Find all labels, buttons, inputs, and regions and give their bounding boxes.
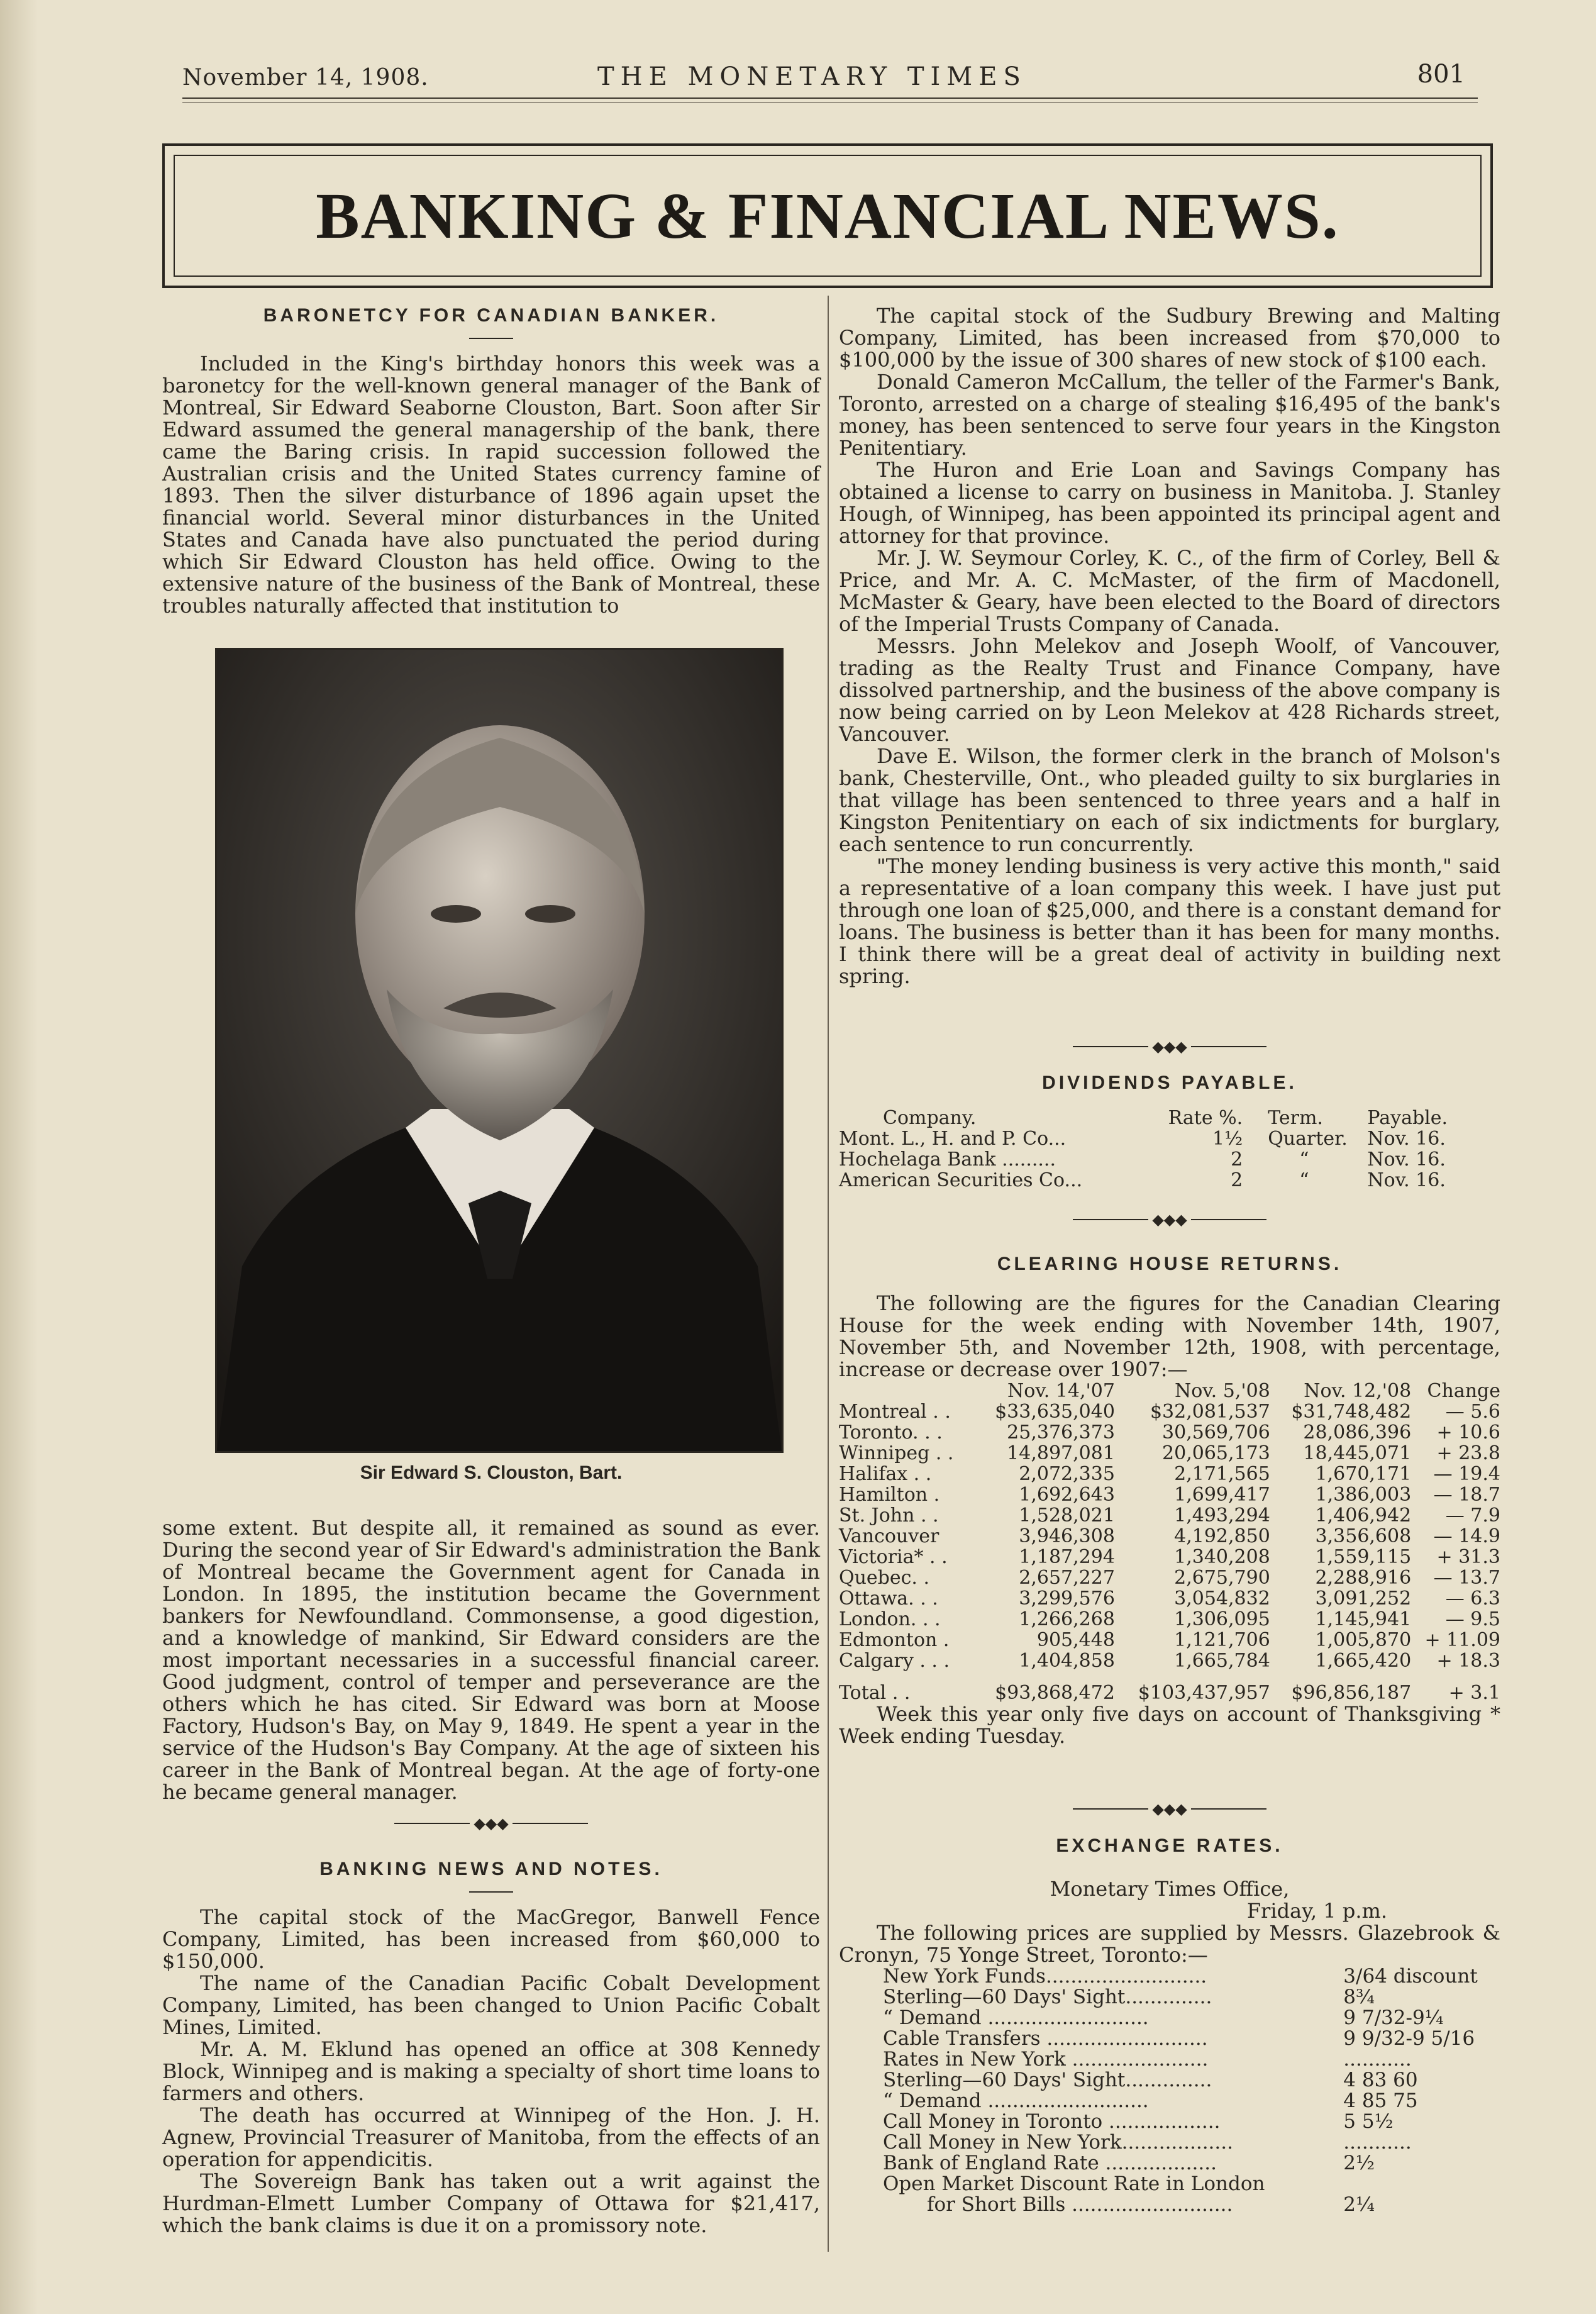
table-cell: 905,448	[1036, 1629, 1115, 1651]
page-number: 801	[1417, 60, 1465, 89]
column-header: Nov. 12,'08	[1304, 1380, 1412, 1402]
news-item: The death has occurred at Winnipeg of the Hon. J. H. Agnew, Provincial Treasurer of Manitoba, from the effects of an operation for appendicitis.	[162, 2103, 820, 2171]
rate-value: 9 9/32-9 5/16	[1343, 2027, 1475, 2050]
table-cell: Montreal . .	[839, 1401, 951, 1423]
header-rule	[182, 97, 1478, 103]
news-item: The Huron and Erie Loan and Savings Company has obtained a license to carry on business in Manitoba. J. Stanley Hough, of Winnipeg, has been appointed its principal agent and attorney for that province.	[839, 458, 1500, 548]
table-cell: 2,171,565	[1174, 1463, 1270, 1485]
table-row	[839, 1547, 1500, 1567]
table-cell: Toronto. . .	[839, 1421, 943, 1443]
table-cell: 1,340,208	[1174, 1546, 1270, 1568]
table-cell: St. John . .	[839, 1505, 939, 1527]
clearing-note: Week this year only five days on account of Thanksgiving * Week ending Tuesday.	[839, 1702, 1500, 1748]
table-row	[839, 1966, 1500, 1987]
clearing-house-section	[839, 1254, 1500, 1747]
table-row	[839, 1464, 1500, 1484]
clearing-table	[839, 1381, 1500, 1703]
dividends-heading: DIVIDENDS PAYABLE.	[1042, 1072, 1297, 1093]
table-cell: 3,356,608	[1315, 1525, 1412, 1547]
table-row	[839, 1422, 1500, 1443]
table-row	[839, 1149, 1468, 1170]
rate-label: Call Money in New York..................	[883, 2131, 1233, 2154]
table-cell: 1,692,643	[1019, 1484, 1115, 1506]
table-cell: 1,145,941	[1315, 1608, 1412, 1630]
column-header: Company.	[883, 1107, 977, 1129]
table-cell: 1,386,003	[1315, 1484, 1412, 1506]
table-row	[839, 1987, 1500, 2008]
rate-value: 9 7/32-9¼	[1343, 2006, 1444, 2029]
table-cell: Mont. L., H. and P. Co...	[839, 1128, 1067, 1150]
table-cell: + 23.8	[1436, 1442, 1500, 1464]
issue-date: November 14, 1908.	[182, 65, 429, 91]
rate-value: 4 83 60	[1343, 2069, 1418, 2091]
rate-label: for Short Bills ..........................	[927, 2193, 1233, 2216]
table-cell: London. . .	[839, 1608, 941, 1630]
table-cell: 2,072,335	[1019, 1463, 1115, 1485]
table-cell: Victoria* . .	[839, 1546, 948, 1568]
table-cell: 1,404,858	[1019, 1650, 1115, 1672]
running-header	[182, 60, 1478, 97]
rate-label: Call Money in Toronto ..................	[883, 2110, 1221, 2133]
table-cell: 2,288,916	[1315, 1567, 1412, 1589]
table-cell: 2,657,227	[1019, 1567, 1115, 1589]
table-cell: Hamilton .	[839, 1484, 940, 1506]
table-cell: 1½	[1212, 1128, 1243, 1150]
table-cell: $33,635,040	[995, 1401, 1115, 1423]
divider-ornament-1: ◆◆◆	[162, 1815, 820, 1832]
banking-news-heading: BANKING NEWS AND NOTES.	[319, 1859, 663, 1879]
table-cell: 1,665,420	[1315, 1650, 1412, 1672]
rate-label: Rates in New York ......................	[883, 2048, 1209, 2071]
news-item: Dave E. Wilson, the former clerk in the branch of Molson's bank, Chesterville, Ont., who pleaded guilty to six burglaries in that village has been sentenced to three years and a half in Kingston Penitentiary on each of six indictments for burglary, each sentence to run concurrently.	[839, 744, 1500, 856]
rate-value: 5 5½	[1343, 2110, 1394, 2133]
column-rule	[828, 296, 829, 2252]
table-cell: + 31.3	[1436, 1546, 1500, 1568]
news-item: Donald Cameron McCallum, the teller of the Farmer's Bank, Toronto, arrested on a charge of stealing $16,495 of the bank's money, has been sentenced to serve four years in the Kingston Penitentiary.	[839, 370, 1500, 460]
table-cell: 3,091,252	[1315, 1588, 1412, 1610]
table-cell: $31,748,482	[1291, 1401, 1412, 1423]
table-cell: Quarter.	[1268, 1128, 1348, 1150]
table-row	[839, 2028, 1500, 2049]
table-row	[839, 1567, 1500, 1588]
table-row	[839, 1505, 1500, 1526]
dividends-table	[839, 1108, 1468, 1191]
table-cell: — 7.9	[1445, 1505, 1500, 1527]
table-cell: 1,699,417	[1174, 1484, 1270, 1506]
table-cell: Hochelaga Bank .........	[839, 1149, 1056, 1171]
baronetcy-para-1: Included in the King's birthday honors this week was a baronetcy for the well-known general manager of the Bank of Montreal, Sir Edward Seaborne Clouston, Bart. Soon after Sir Edward assumed the general managership of the bank, there came the Baring crisis. In rapid succession followed the Australian crisis and the United States currency famine of 1893. Then the silver disturbance of 1896 again upset the financial world. Several minor disturbances in the United States and Canada have also punctuated the period during which Sir Edward Clouston has held office. Owing to the extensive nature of the business of the Bank of Montreal, these troubles naturally affected that institution to	[162, 352, 820, 618]
publication-title: THE MONETARY TIMES	[597, 62, 1027, 91]
banking-news-continued	[839, 305, 1500, 987]
baronetcy-continued	[162, 1517, 820, 1803]
total-row	[839, 1683, 1500, 1703]
table-cell: “	[1299, 1149, 1309, 1171]
exchange-intro: The following prices are supplied by Messrs. Glazebrook & Cronyn, 75 Yonge Street, Toronto:—	[839, 1921, 1500, 1967]
table-cell: $96,856,187	[1291, 1682, 1412, 1704]
rate-label: Open Market Discount Rate in London	[883, 2172, 1265, 2195]
table-cell: Nov. 16.	[1367, 1169, 1446, 1191]
table-row	[839, 2174, 1500, 2194]
divider-ornament-4: ◆◆◆	[839, 1800, 1500, 1818]
table-cell: 3,299,576	[1019, 1588, 1115, 1610]
table-row	[839, 2070, 1500, 2091]
spacer-row	[839, 1671, 1500, 1683]
table-cell: 2,675,790	[1174, 1567, 1270, 1589]
table-cell: — 18.7	[1433, 1484, 1500, 1506]
table-row	[839, 1128, 1468, 1149]
rate-label: New York Funds..........................	[883, 1965, 1207, 1988]
exchange-heading: EXCHANGE RATES.	[1056, 1835, 1283, 1856]
dividends-section	[839, 1072, 1500, 1191]
table-cell: 2	[1231, 1149, 1243, 1171]
rate-label: Cable Transfers ..........................	[883, 2027, 1208, 2050]
column-header: Rate %.	[1168, 1107, 1243, 1129]
news-item: The Sovereign Bank has taken out a writ against the Hurdman-Elmett Lumber Company of Ottawa for $21,417, which the bank claims is due it on a promissory note.	[162, 2169, 820, 2237]
table-cell: 3,054,832	[1174, 1588, 1270, 1610]
table-cell: 1,266,268	[1019, 1608, 1115, 1630]
table-cell: American Securities Co...	[839, 1169, 1083, 1191]
table-cell: 28,086,396	[1303, 1421, 1412, 1443]
table-cell: “	[1299, 1169, 1309, 1191]
news-item: Mr. A. M. Eklund has opened an office at 308 Kennedy Block, Winnipeg and is making a specialty of short time loans to farmers and others.	[162, 2037, 820, 2105]
banner-title: BANKING & FINANCIAL NEWS.	[316, 179, 1339, 252]
table-cell: Nov. 16.	[1367, 1149, 1446, 1171]
table-row	[839, 1401, 1500, 1422]
table-cell: 3,946,308	[1019, 1525, 1115, 1547]
news-item: "The money lending business is very active this month," said a representative of a loan company this week. I have just put through one loan of $25,000, and there is a constant demand for loans. The business is better than it has been for many months. I think there will be a great deal of activity in building next spring.	[839, 854, 1500, 988]
table-row	[839, 2008, 1500, 2028]
table-row	[839, 2049, 1500, 2070]
rate-value: ...........	[1343, 2131, 1412, 2154]
banking-news-article	[162, 1859, 820, 2237]
rate-label: Sterling—60 Days' Sight..............	[883, 2069, 1212, 2091]
table-cell: Halifax . .	[839, 1463, 932, 1485]
table-row	[839, 2194, 1500, 2215]
table-cell: 1,121,706	[1174, 1629, 1270, 1651]
table-header-row	[839, 1108, 1468, 1128]
table-cell: 25,376,373	[1007, 1421, 1115, 1443]
news-item: Mr. J. W. Seymour Corley, K. C., of the firm of Corley, Bell & Price, and Mr. A. C. McMaster, of the firm of Macdonell, McMaster & Geary, have been elected to the Board of directors of the Imperial Trusts Company of Canada.	[839, 546, 1500, 636]
table-cell: $32,081,537	[1150, 1401, 1270, 1423]
table-row	[839, 2132, 1500, 2153]
exchange-rows	[839, 1966, 1500, 2215]
column-header: Nov. 5,'08	[1174, 1380, 1270, 1402]
table-row	[839, 1630, 1500, 1650]
table-row	[839, 1650, 1500, 1671]
section-banner	[162, 143, 1493, 288]
banking-news-items	[162, 1906, 820, 2237]
table-cell: Winnipeg . .	[839, 1442, 954, 1464]
rate-value: 8¾	[1343, 1986, 1375, 2008]
table-header-row	[839, 1381, 1500, 1401]
table-cell: 1,670,171	[1315, 1463, 1412, 1485]
table-cell: 1,528,021	[1019, 1505, 1115, 1527]
table-cell: $93,868,472	[995, 1682, 1115, 1704]
table-cell: 18,445,071	[1303, 1442, 1412, 1464]
rate-value: ...........	[1343, 2048, 1412, 2071]
rate-label: Bank of England Rate ..................	[883, 2152, 1217, 2174]
exchange-office: Monetary Times Office,	[1050, 1877, 1290, 1901]
table-cell: 1,005,870	[1315, 1629, 1412, 1651]
table-cell: 1,406,942	[1315, 1505, 1412, 1527]
table-cell: Quebec. .	[839, 1567, 930, 1589]
baronetcy-para-2: some extent. But despite all, it remained as sound as ever. During the second year of Sir Edward's administration the Bank of Montreal became the Government agent for Canada in London. In 1895, the institution became the Government bankers for Newfoundland. Commonsense, a good digestion, and a knowledge of mankind, Sir Edward considers are the most important necessaries in a successful financial career. Good judgment, control of temper and perseverance are the others which he has cited. Sir Edward was born at Moose Factory, Hudson's Bay, on May 9, 1849. He spent a year in the service of the Hudson's Bay Company. At the age of sixteen his career in the Bank of Montreal began. At the age of forty-one he became general manager.	[162, 1516, 820, 1804]
news-item: The capital stock of the MacGregor, Banwell Fence Company, Limited, has been increased from $60,000 to $150,000.	[162, 1905, 820, 1973]
table-cell: 1,559,115	[1315, 1546, 1412, 1568]
table-row	[839, 1170, 1468, 1191]
divider-ornament-2: ◆◆◆	[839, 1038, 1500, 1055]
exchange-rates-section	[839, 1835, 1500, 2215]
table-cell: + 18.3	[1436, 1650, 1500, 1672]
table-cell: — 19.4	[1433, 1463, 1500, 1485]
table-cell: Calgary . . .	[839, 1650, 950, 1672]
table-cell: — 9.5	[1445, 1608, 1500, 1630]
table-cell: + 10.6	[1436, 1421, 1500, 1443]
table-cell: Ottawa. . .	[839, 1588, 938, 1610]
page-spine-shadow	[0, 0, 38, 2314]
rate-label: Sterling—60 Days' Sight..............	[883, 1986, 1212, 2008]
table-cell: 1,187,294	[1019, 1546, 1115, 1568]
table-cell: 1,665,784	[1174, 1650, 1270, 1672]
table-row	[839, 1443, 1500, 1464]
portrait-caption: Sir Edward S. Clouston, Bart.	[360, 1462, 623, 1483]
rate-label: “ Demand ..........................	[883, 2006, 1149, 2029]
heading-rule	[469, 338, 513, 339]
divider-ornament-3: ◆◆◆	[839, 1211, 1500, 1228]
clearing-intro: The following are the figures for the Canadian Clearing House for the week ending with November 14th, 1907, November 5th, and November 12th, 1908, with percentage, increase or decrease over 1907:—	[839, 1291, 1500, 1381]
table-cell: 30,569,706	[1162, 1421, 1270, 1443]
column-header: Payable.	[1367, 1107, 1448, 1129]
table-cell: 1,493,294	[1174, 1505, 1270, 1527]
table-cell: 2	[1231, 1169, 1243, 1191]
table-row	[839, 1588, 1500, 1609]
table-cell: 4,192,850	[1174, 1525, 1270, 1547]
table-cell: — 13.7	[1433, 1567, 1500, 1589]
rate-label: “ Demand ..........................	[883, 2089, 1149, 2112]
table-cell: — 6.3	[1445, 1588, 1500, 1610]
table-row	[839, 1609, 1500, 1630]
table-cell: Nov. 16.	[1367, 1128, 1446, 1150]
table-cell: $103,437,957	[1138, 1682, 1270, 1704]
table-cell: — 14.9	[1433, 1525, 1500, 1547]
baronetcy-article	[162, 305, 820, 617]
column-header: Change	[1427, 1380, 1500, 1402]
table-row	[839, 2111, 1500, 2132]
rate-value: 2¼	[1343, 2193, 1375, 2216]
table-cell: Vancouver	[839, 1525, 939, 1547]
table-cell: 20,065,173	[1162, 1442, 1270, 1464]
exchange-time: Friday, 1 p.m.	[1246, 1899, 1387, 1923]
rate-value	[1331, 2174, 1500, 2194]
table-row	[839, 1526, 1500, 1547]
table-cell: — 5.6	[1445, 1401, 1500, 1423]
table-cell: 14,897,081	[1007, 1442, 1115, 1464]
baronetcy-heading: BARONETCY FOR CANADIAN BANKER.	[263, 305, 719, 326]
table-cell: Total . .	[839, 1682, 911, 1704]
clearing-rows	[839, 1401, 1500, 1671]
exchange-table	[839, 1966, 1500, 2215]
table-row	[839, 2153, 1500, 2174]
table-cell: + 11.09	[1424, 1629, 1500, 1651]
news-item: Messrs. John Melekov and Joseph Woolf, of Vancouver, trading as the Realty Trust and Finance Company, have dissolved partnership, and the business of the above company is now being carried on by Leon Melekov at 428 Richards street, Vancouver.	[839, 634, 1500, 746]
table-cell: Edmonton .	[839, 1629, 950, 1651]
rate-value: 3/64 discount	[1343, 1965, 1478, 1988]
column-header	[839, 1381, 974, 1401]
heading-rule	[469, 1891, 513, 1893]
clouston-portrait	[215, 648, 784, 1453]
rate-value: 4 85 75	[1343, 2089, 1418, 2112]
clearing-heading: CLEARING HOUSE RETURNS.	[997, 1254, 1343, 1274]
news-item: The capital stock of the Sudbury Brewing and Malting Company, Limited, has been increased from $70,000 to $100,000 by the issue of 300 shares of new stock of $100 each.	[839, 304, 1500, 372]
table-cell: 1,306,095	[1174, 1608, 1270, 1630]
table-row	[839, 1484, 1500, 1505]
rate-value: 2½	[1343, 2152, 1375, 2174]
column-header: Term.	[1268, 1107, 1323, 1129]
banner-inner-frame	[174, 155, 1482, 277]
table-cell: + 3.1	[1448, 1682, 1500, 1704]
column-header: Nov. 14,'07	[1007, 1380, 1115, 1402]
table-row	[839, 2091, 1500, 2111]
portrait-image	[217, 650, 782, 1451]
news-item: The name of the Canadian Pacific Cobalt Development Company, Limited, has been changed to Union Pacific Cobalt Mines, Limited.	[162, 1971, 820, 2039]
